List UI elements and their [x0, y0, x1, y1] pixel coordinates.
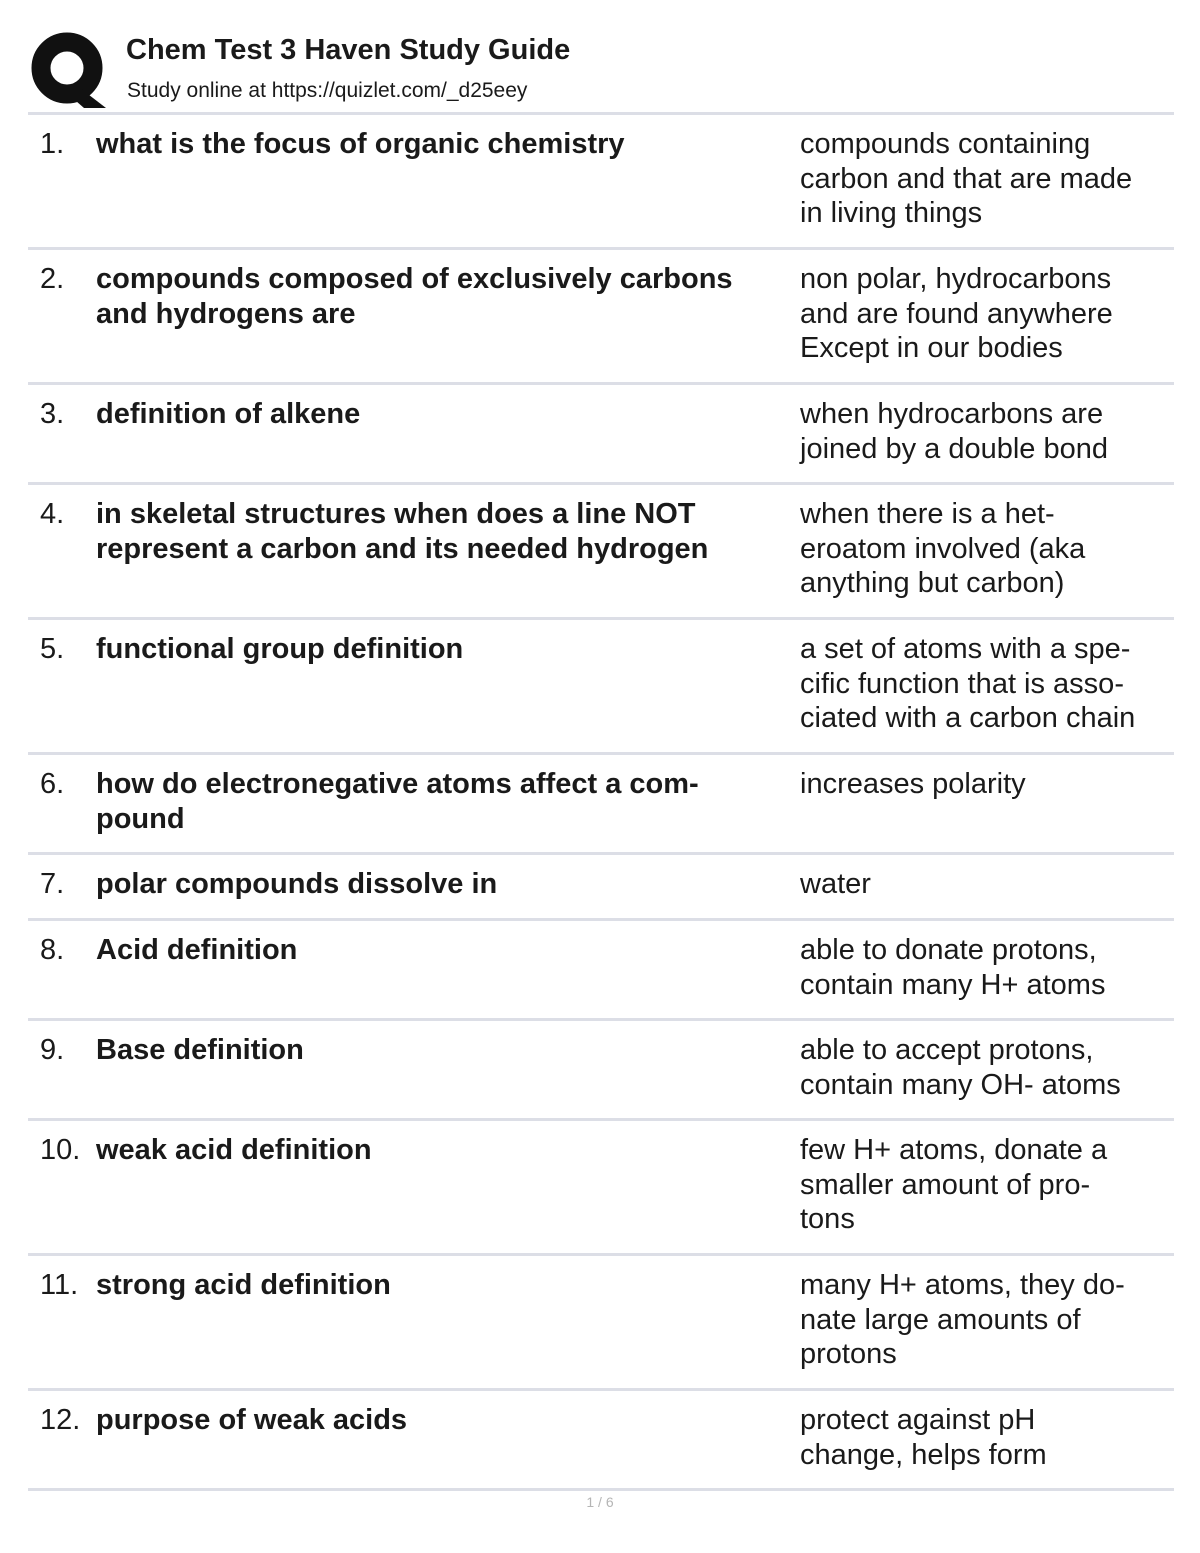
term-line: in skeletal structures when does a line NOT — [96, 498, 696, 530]
definition-text — [800, 262, 1172, 366]
term-line: how do electronegative atoms affect a com- — [96, 768, 699, 800]
definition-line: smaller amount of pro- — [800, 1168, 1091, 1201]
row-number: 8. — [40, 934, 65, 966]
definition-text — [800, 767, 1172, 802]
row-number: 7. — [40, 868, 65, 900]
definition-text — [800, 397, 1172, 466]
row-number: 2. — [40, 263, 65, 295]
term-line: what is the focus of organic chemistry — [96, 128, 625, 160]
definition-text — [800, 867, 1172, 902]
term-line: and hydrogens are — [96, 297, 356, 330]
definition-line: few H+ atoms, donate a — [800, 1134, 1108, 1166]
term-line: polar compounds dissolve in — [96, 868, 498, 900]
term-text — [96, 933, 792, 968]
row-number: 5. — [40, 633, 65, 665]
definition-text — [800, 632, 1172, 736]
row-number: 10. — [40, 1134, 81, 1166]
term-line: purpose of weak acids — [96, 1404, 408, 1436]
definition-line: joined by a double bond — [800, 432, 1108, 465]
term-line: weak acid definition — [96, 1134, 372, 1166]
term-line: strong acid definition — [96, 1269, 391, 1301]
definition-line: compounds containing — [800, 128, 1091, 160]
definition-text — [800, 497, 1172, 601]
flashcard-row — [28, 115, 1174, 250]
definition-line: nate large amounts of — [800, 1303, 1081, 1336]
definition-line: able to donate protons, — [800, 934, 1097, 966]
row-number: 11. — [40, 1269, 79, 1301]
term-text — [96, 1403, 792, 1438]
definition-text — [800, 1268, 1172, 1372]
definition-line: anything but carbon) — [800, 567, 1065, 599]
definition-text — [800, 1033, 1172, 1102]
flashcard-row — [28, 620, 1174, 755]
term-text — [96, 632, 792, 667]
row-number: 3. — [40, 398, 65, 430]
flashcard-row — [28, 485, 1174, 620]
study-online-link-text: Study online at https://quizlet.com/_d25eey — [127, 79, 528, 102]
definition-text — [800, 1403, 1172, 1472]
row-number: 6. — [40, 768, 65, 800]
definition-line: non polar, hydrocarbons — [800, 263, 1112, 295]
definition-line: Except in our bodies — [800, 332, 1063, 364]
definition-line: eroatom involved (aka — [800, 532, 1086, 565]
definition-line: tons — [800, 1203, 855, 1235]
flashcard-row — [28, 921, 1174, 1021]
definition-text — [800, 1133, 1172, 1237]
term-line: Base definition — [96, 1034, 304, 1066]
term-line: definition of alkene — [96, 398, 361, 430]
definition-line: contain many H+ atoms — [800, 968, 1106, 1001]
term-text — [96, 127, 792, 162]
definition-line: protons — [800, 1338, 897, 1370]
definition-line: ciated with a carbon chain — [800, 702, 1136, 734]
flashcard-row — [28, 1391, 1174, 1491]
term-text — [96, 1033, 792, 1068]
definition-line: in living things — [800, 197, 983, 229]
term-line: functional group definition — [96, 633, 464, 665]
flashcard-row — [28, 1021, 1174, 1121]
term-line: compounds composed of exclusively carbons — [96, 263, 733, 295]
flashcard-row — [28, 385, 1174, 485]
definition-line: carbon and that are made — [800, 162, 1133, 195]
definition-line: a set of atoms with a spe- — [800, 633, 1131, 665]
flashcard-row — [28, 250, 1174, 385]
definition-line: able to accept protons, — [800, 1034, 1094, 1066]
definition-line: and are found anywhere — [800, 297, 1113, 330]
flashcard-row — [28, 855, 1174, 921]
definition-line: many H+ atoms, they do- — [800, 1269, 1125, 1301]
flashcard-row — [28, 1121, 1174, 1256]
term-text — [96, 767, 792, 836]
page-indicator: 1 / 6 — [586, 1494, 614, 1510]
definition-text — [800, 933, 1172, 1002]
page-title: Chem Test 3 Haven Study Guide — [126, 34, 571, 66]
definition-line: when hydrocarbons are — [800, 398, 1104, 430]
definition-line: change, helps form — [800, 1438, 1047, 1471]
definition-line: when there is a het- — [800, 498, 1055, 530]
term-line: pound — [96, 802, 185, 835]
definition-line: water — [800, 868, 871, 900]
row-number: 9. — [40, 1034, 65, 1066]
definition-line: protect against pH — [800, 1404, 1036, 1436]
term-text — [96, 1268, 792, 1303]
definition-line: cific function that is asso- — [800, 667, 1124, 700]
term-text — [96, 1133, 792, 1168]
term-line: represent a carbon and its needed hydrogen — [96, 532, 709, 565]
definition-text — [800, 127, 1172, 231]
flashcard-row — [28, 1256, 1174, 1391]
definition-line: contain many OH- atoms — [800, 1068, 1121, 1101]
flashcard-list — [28, 112, 1174, 1491]
document-header — [28, 28, 1174, 112]
flashcard-row — [28, 755, 1174, 855]
quizlet-q-logo-icon — [30, 30, 108, 108]
term-text — [96, 867, 792, 902]
row-number: 12. — [40, 1404, 81, 1436]
term-text — [96, 397, 792, 432]
term-text — [96, 497, 792, 566]
term-text — [96, 262, 792, 331]
row-number: 4. — [40, 498, 65, 530]
row-number: 1. — [40, 128, 65, 160]
definition-line: increases polarity — [800, 768, 1026, 800]
term-line: Acid definition — [96, 934, 298, 966]
